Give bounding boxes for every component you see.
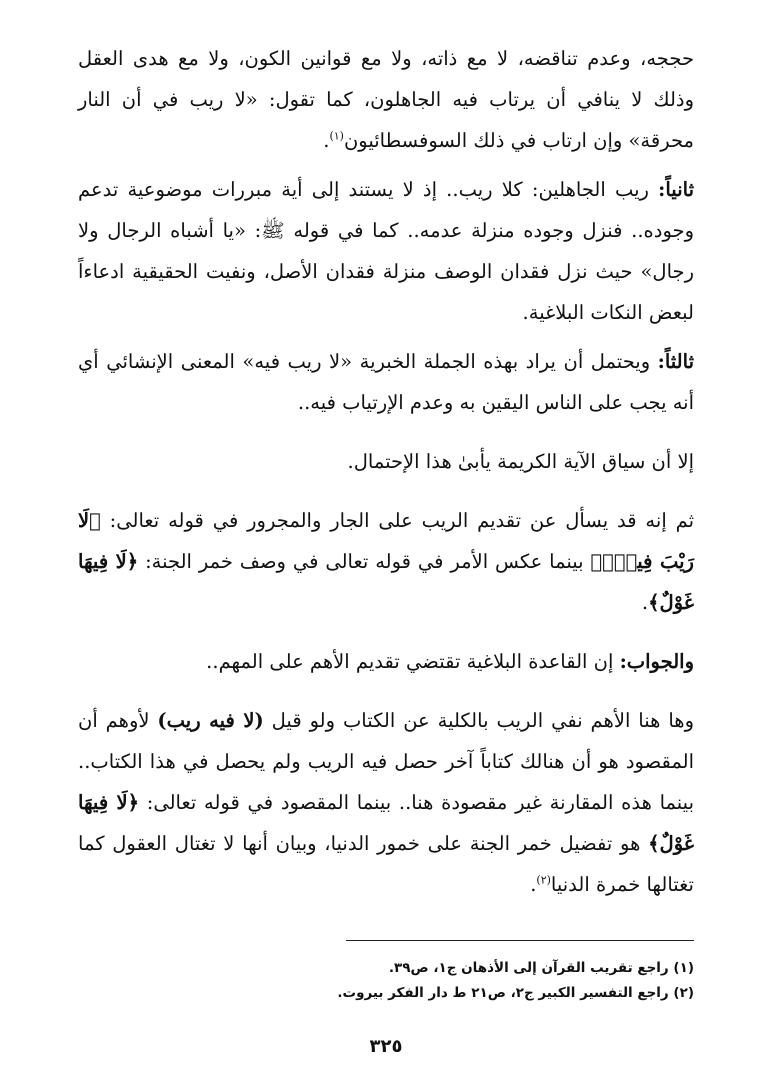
paragraph-6-text: إن القاعدة البلاغية تقتضي تقديم الأهم على المهم.. [206, 650, 620, 673]
paragraph-7-end: . [530, 873, 537, 896]
quran-verse-2: ﴿لَا فِيهَا غَوْلٌ﴾ [78, 550, 694, 614]
page-number: ٣٢٥ [369, 1036, 403, 1057]
paragraph-2-label: ثانياً: [658, 178, 694, 201]
paragraph-2-text: ريب الجاهلين: كلا ريب.. إذ لا يستند إلى أية مبررات موضوعية تدعم وجوده.. فنزل وجوده منزلة عدمه.. كما في قوله ﷺ: «يا أشباه الرجال ولا رجال» حيث نزل فقدان الوصف منزلة فقدان الأصل، ونفيت الحقيقية ادعاءاً لبعض النكات البلاغية. [78, 178, 694, 324]
paragraph-1-end: . [323, 129, 330, 152]
page-body [78, 38, 694, 905]
paragraph-5-text-b: بينما عكس الأمر في قوله تعالى في وصف خمر الجنة: [138, 550, 591, 573]
paragraph-6 [78, 641, 694, 682]
paragraph-2 [78, 169, 694, 333]
footnote-2: (٢) راجع التفسير الكبير ج٢، ص٢١ ط دار الفكر بيروت. [337, 985, 694, 1001]
paragraph-1 [78, 38, 694, 161]
paragraph-3 [78, 341, 694, 423]
paragraph-5-end: . [641, 591, 649, 614]
paragraph-1-text: حججه، وعدم تناقضه، لا مع ذاته، ولا مع قوانين الكون، ولا مع هدى العقل وذلك لا ينافي أن يرتاب فيه الجاهلون، كما تقول: «لا ريب في أن النار محرقة» وإن ارتاب في ذلك السوفسطائيون [78, 47, 694, 152]
quran-verse-1: ﴿لَا رَيْبَ فِيهِۛ﴾ [78, 509, 694, 573]
paragraph-5 [78, 500, 694, 623]
paragraph-7-text-c: هو تفضيل خمر الجنة على خمور الدنيا، وبيان أنها لا تغتال العقول كما تغتالها خمرة الدنيا [78, 832, 694, 896]
paragraph-7 [78, 700, 694, 905]
paragraph-6-label: والجواب: [619, 650, 694, 673]
footnote-1: (١) راجع تقريب القرآن إلى الأذهان ج١، ص٣٩. [388, 960, 694, 976]
footnote-ref-2[interactable]: (٢) [536, 873, 551, 887]
paragraph-4-text: إلا أن سياق الآية الكريمة يأبىٰ هذا الإحتمال. [347, 450, 694, 473]
paragraph-7-text-b: لأوهم أن المقصود هو أن هنالك كتاباً آخر حصل فيه الريب ولم يحصل في هذا الكتاب.. بينما هذه المقارنة غير مقصودة هنا.. بينما المقصود في قوله تعالى: [78, 709, 694, 814]
paragraph-7-bold-a: (لا فيه ريب) [157, 709, 264, 732]
paragraph-4 [78, 441, 694, 482]
paragraph-5-text-a: ثم إنه قد يسأل عن تقديم الريب على الجار والمجرور في قوله تعالى: [100, 509, 694, 532]
footnote-ref-1[interactable]: (١) [329, 129, 344, 143]
paragraph-3-text: ويحتمل أن يراد بهذه الجملة الخبرية «لا ريب فيه» المعنى الإنشائي أي أنه يجب على الناس اليقين به وعدم الإرتياب فيه.. [78, 350, 694, 414]
footnote-divider [346, 940, 694, 941]
quran-verse-3: ﴿لَا فِيهَا غَوْلٌ﴾ [78, 791, 694, 855]
paragraph-7-text-a: وها هنا الأهم نفي الريب بالكلية عن الكتاب ولو قيل [263, 709, 694, 732]
footnotes [78, 956, 694, 1006]
paragraph-3-label: ثالثاً: [657, 350, 694, 373]
